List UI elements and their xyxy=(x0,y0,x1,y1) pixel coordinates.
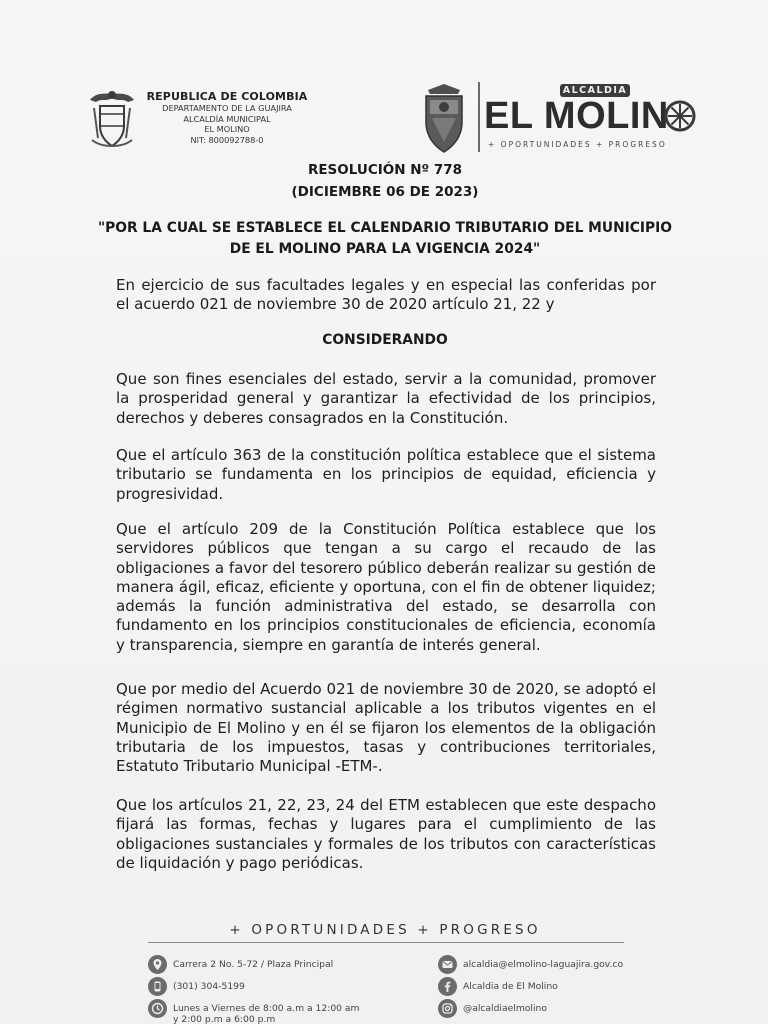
municipality-name: EL MOLINO xyxy=(204,124,250,134)
phone-text: (301) 304-5199 xyxy=(173,981,245,992)
email-icon xyxy=(438,955,457,974)
footer-slogan: + OPORTUNIDADES + PROGRESO xyxy=(229,922,541,938)
footer-address xyxy=(148,955,333,975)
logo-wordmark: EL MOLIN xyxy=(484,95,669,137)
department-name: DEPARTAMENTO DE LA GUAJIRA xyxy=(162,103,292,113)
municipal-crest-icon xyxy=(418,82,470,154)
location-pin-icon xyxy=(148,955,167,974)
alcaldia-badge: ALCALDIA xyxy=(560,84,630,97)
resolution-number: RESOLUCIÓN Nº 778 xyxy=(307,162,463,178)
considerando-paragraph: Que los artículos 21, 22, 23, 24 del ETM establecen que este despacho fijará las formas, fechas y lugares para el cumplimiento de las obligaciones sustanciales y formales de los tributos con características de liquidación y pago periódicas. xyxy=(116,796,656,872)
instagram-icon xyxy=(438,999,457,1018)
header-right-logo xyxy=(418,80,708,160)
municipal-office: ALCALDÍA MUNICIPAL xyxy=(183,113,271,124)
address-text: Carrera 2 No. 5-72 / Plaza Principal xyxy=(173,959,334,970)
facebook-text: Alcaldia de El Molino xyxy=(463,981,558,992)
country-name: REPUBLICA DE COLOMBIA xyxy=(146,90,308,103)
intro-paragraph: En ejercicio de sus facultades legales y en especial las conferidas por el acuerdo 021 de noviembre 30 de 2020 artículo 21, 22 y xyxy=(116,276,656,314)
hours-line-1: Lunes a Viernes de 8:00 a.m a 12:00 am xyxy=(173,1003,360,1014)
footer-instagram xyxy=(438,999,547,1019)
logo-tagline: + OPORTUNIDADES + PROGRESO xyxy=(488,140,667,149)
footer-phone xyxy=(148,977,245,997)
footer-divider xyxy=(148,942,624,943)
considerando-paragraph: Que el artículo 363 de la constitución política establece que el sistema tributario se fundamenta en los principios de equidad, eficiencia y progresividad. xyxy=(116,446,656,503)
nit-number: NIT: 800092788-0 xyxy=(190,134,264,145)
resolution-subject: "POR LA CUAL SE ESTABLECE EL CALENDARIO TRIBUTARIO DEL MUNICIPIO DE EL MOLINO PARA LA VIGENCIA 2024" xyxy=(97,220,673,257)
clock-icon xyxy=(148,999,167,1018)
footer-email xyxy=(438,955,623,975)
hours-line-2: y 2:00 p.m a 6:00 p.m xyxy=(173,1014,276,1024)
resolution-date: (DICIEMBRE 06 DE 2023) xyxy=(291,184,479,200)
phone-icon xyxy=(148,977,167,996)
header-left xyxy=(84,86,308,156)
considerando-paragraph: Que son fines esenciales del estado, servir a la comunidad, promover la prosperidad general y garantizar la efectividad de los principios, derechos y deberes consagrados en la Constitución. xyxy=(116,370,656,427)
footer-facebook xyxy=(438,977,558,997)
facebook-icon xyxy=(438,977,457,996)
mill-wheel-icon xyxy=(664,100,696,132)
footer-hours xyxy=(148,999,360,1024)
email-text: alcaldia@elmolino-laguajira.gov.co xyxy=(463,959,624,970)
instagram-text: @alcaldiaelmolino xyxy=(463,1003,547,1014)
colombia-coat-of-arms-icon xyxy=(84,86,140,152)
considerando-paragraph: Que por medio del Acuerdo 021 de noviembre 30 de 2020, se adoptó el régimen normativo sustancial aplicable a los tributos vigentes en el Municipio de El Molino y en él se fijaron los elementos de la obligación tributaria de los impuestos, tasas y contribuciones territoriales, Estatuto Tributario Municipal -ETM-. xyxy=(116,680,656,776)
considerando-paragraph: Que el artículo 209 de la Constitución Política establece que los servidores públicos que tengan a su cargo el recaudo de las obligaciones a favor del tesorero público deberán realizar su gestión de manera ágil, eficaz, eficiente y oportuna, con el fin de obtener liquidez; además la función administrativa del estado, se desarrolla con fundamento en los principios constitucionales de eficiencia, economía y transparencia, siempre en garantía de interés general. xyxy=(116,520,656,654)
considerando-heading: CONSIDERANDO xyxy=(322,332,448,348)
logo-divider xyxy=(478,82,480,152)
